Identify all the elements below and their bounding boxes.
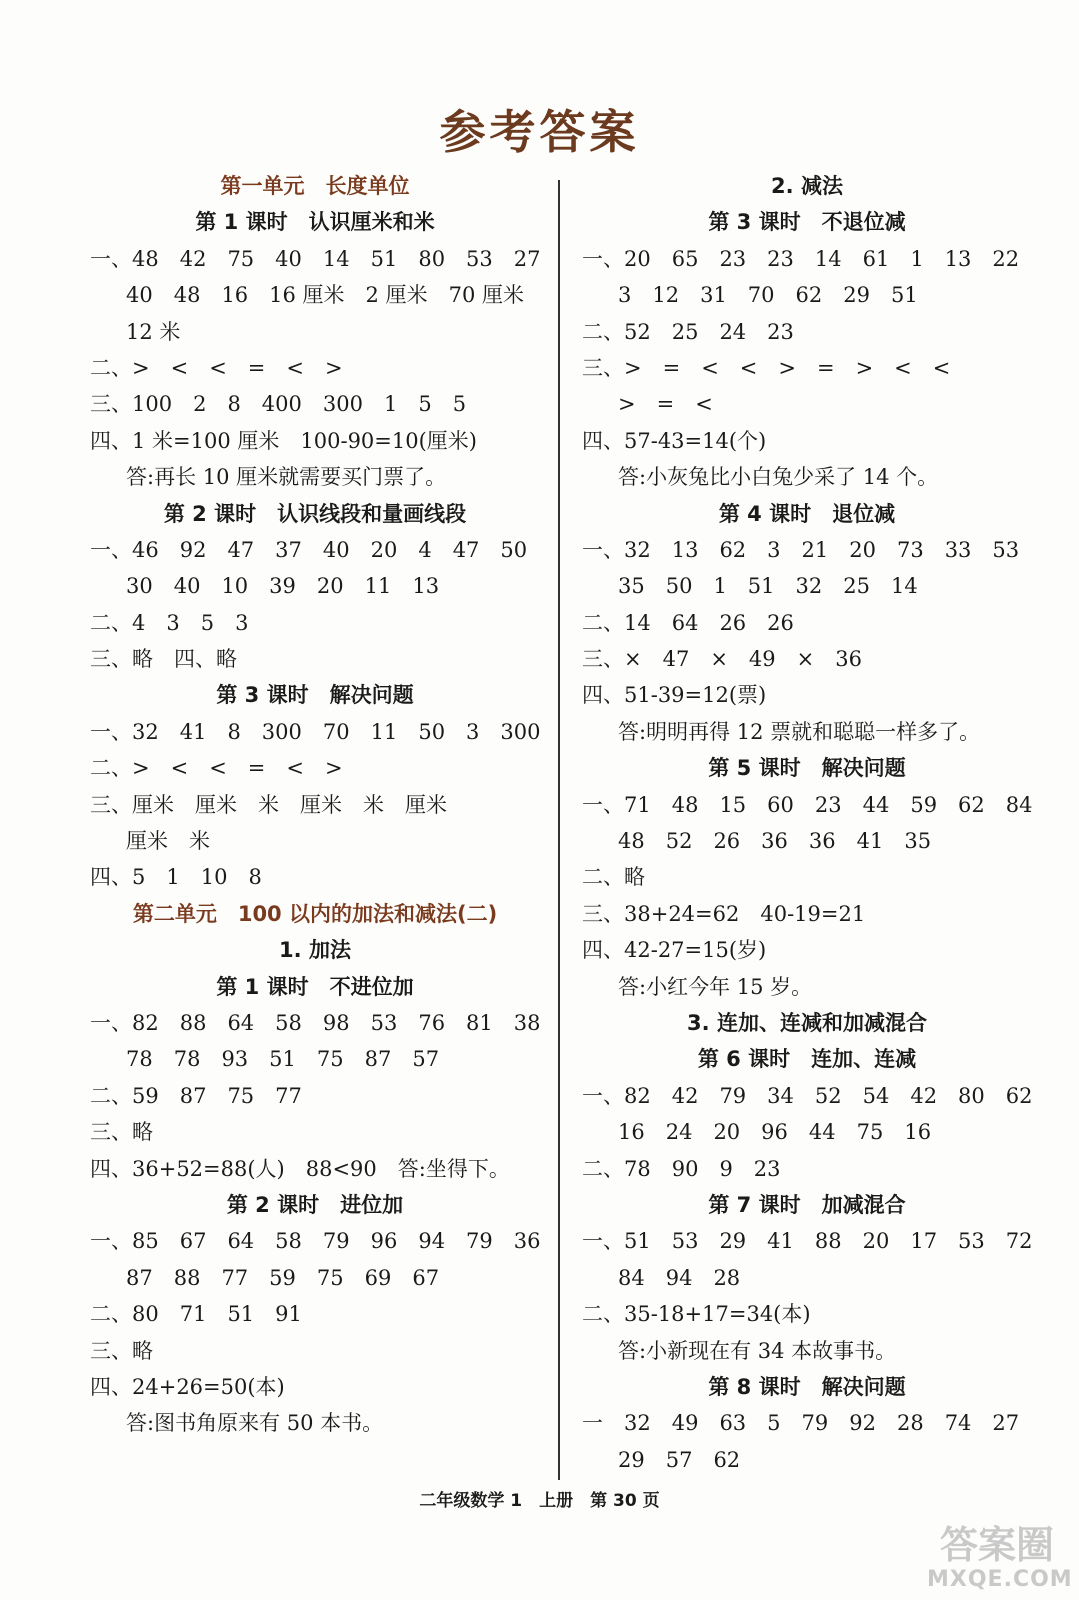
section-heading: 第 5 课时 解决问题 (708, 756, 906, 781)
answer-line: 二、80 71 51 91 (90, 1302, 302, 1327)
left-column (90, 168, 540, 1442)
answer-line: 答:再长 10 厘米就需要买门票了。 (126, 465, 447, 490)
answer-line: 35 50 1 51 32 25 14 (618, 574, 918, 599)
section-heading: 第 8 课时 解决问题 (708, 1374, 906, 1399)
section-heading: 第 7 课时 加减混合 (708, 1192, 906, 1217)
section-heading: 第 2 课时 进位加 (226, 1192, 404, 1217)
section-heading: 第 2 课时 认识线段和量画线段 (163, 501, 467, 526)
answer-line: 一、82 88 64 58 98 53 76 81 38 (90, 1010, 541, 1035)
section-heading: 第 6 课时 连加、连减 (697, 1047, 917, 1072)
answer-line: 78 78 93 51 75 87 57 (126, 1047, 440, 1072)
answer-line: 四、57-43=14(个) (582, 428, 767, 453)
answer-line: 二、> < < = < > (90, 756, 343, 781)
answer-line: 二、35-18+17=34(本) (582, 1302, 811, 1327)
answer-line: 四、24+26=50(本) (90, 1374, 285, 1399)
answer-line: 12 米 (126, 319, 181, 344)
answer-line: 87 88 77 59 75 69 67 (126, 1265, 440, 1290)
section-heading: 1. 加法 (279, 938, 351, 963)
watermark-site: MXQE.COM (927, 1567, 1073, 1592)
answer-line: 三、> = < < > = > < < (582, 355, 951, 380)
answer-line: 二、4 3 5 3 (90, 610, 249, 635)
answer-line: 四、36+52=88(人) 88<90 答:坐得下。 (90, 1156, 510, 1181)
section-heading: 第 3 课时 不退位减 (708, 210, 906, 235)
answer-line: 16 24 20 96 44 75 16 (618, 1120, 932, 1145)
answer-line: 三、38+24=62 40-19=21 (582, 901, 866, 926)
section-heading: 2. 减法 (771, 174, 843, 198)
answer-line: 一、32 41 8 300 70 11 50 3 300 (90, 719, 541, 744)
answer-line: 三、略 (90, 1338, 153, 1363)
answer-line: 二、78 90 9 23 (582, 1156, 781, 1181)
answer-line: 一、71 48 15 60 23 44 59 62 84 (582, 792, 1033, 817)
watermark-logo (927, 1523, 1073, 1592)
answer-line: 一、46 92 47 37 40 20 4 47 50 (90, 537, 528, 562)
answer-line: 三、厘米 厘米 米 厘米 米 厘米 (90, 792, 447, 817)
page-title: 参考答案 (439, 105, 640, 159)
column-divider (558, 180, 560, 1480)
answer-line: 四、5 1 10 8 (90, 865, 262, 890)
answer-line: 四、42-27=15(岁) (582, 938, 767, 963)
answer-line: 二、14 64 26 26 (582, 610, 794, 635)
answer-line: 四、1 米=100 厘米 100-90=10(厘米) (90, 428, 477, 453)
answer-line: 30 40 10 39 20 11 13 (126, 574, 440, 599)
answer-line: 84 94 28 (618, 1265, 741, 1290)
answer-line: 二、52 25 24 23 (582, 319, 794, 344)
answer-line: 一、82 42 79 34 52 54 42 80 62 (582, 1083, 1033, 1108)
section-heading: 第二单元 100 以内的加法和减法(二) (132, 901, 498, 926)
section-heading: 第 1 课时 认识厘米和米 (195, 210, 435, 235)
answer-line: 二、59 87 75 77 (90, 1083, 302, 1108)
section-heading: 第 4 课时 退位减 (718, 501, 896, 526)
answer-line: 答:图书角原来有 50 本书。 (126, 1411, 384, 1436)
answer-line: 二、略 (582, 865, 645, 890)
section-heading: 第 1 课时 不进位加 (216, 974, 414, 999)
answer-line: 40 48 16 16 厘米 2 厘米 70 厘米 (126, 283, 524, 308)
answer-line: 答:小灰兔比小白兔少采了 14 个。 (618, 465, 939, 490)
answer-line: 厘米 米 (126, 829, 210, 854)
answer-line: 答:明明再得 12 票就和聪聪一样多了。 (618, 719, 981, 744)
answer-line: 一、32 13 62 3 21 20 73 33 53 (582, 537, 1020, 562)
answer-line: 答:小新现在有 34 本故事书。 (618, 1338, 897, 1363)
answer-line: 四、51-39=12(票) (582, 683, 767, 708)
answer-line: 一、51 53 29 41 88 20 17 53 72 (582, 1229, 1033, 1254)
section-heading: 3. 连加、连减和加减混合 (687, 1010, 927, 1035)
answer-line: 三、× 47 × 49 × 36 (582, 647, 862, 672)
right-column (582, 168, 1032, 1478)
answer-line: 3 12 31 70 62 29 51 (618, 283, 918, 308)
answer-line: 三、略 (90, 1120, 153, 1145)
answer-line: 29 57 62 (618, 1447, 741, 1472)
answer-line: 三、略 四、略 (90, 647, 237, 672)
answer-line: 一、20 65 23 23 14 61 1 13 22 (582, 246, 1020, 271)
answer-line: 一、85 67 64 58 79 96 94 79 36 (90, 1229, 541, 1254)
answer-line: 答:小红今年 15 岁。 (618, 974, 813, 999)
answer-line: 一、48 42 75 40 14 51 80 53 27 (90, 246, 541, 271)
answer-line: > = < (618, 392, 713, 417)
watermark-text: 答案圈 (939, 1523, 1054, 1567)
section-heading: 第 3 课时 解决问题 (216, 683, 414, 708)
answer-line: 一 32 49 63 5 79 92 28 74 27 (582, 1411, 1020, 1436)
answer-line: 二、> < < = < > (90, 355, 343, 380)
page-footer: 二年级数学 1 上册 第 30 页 (419, 1491, 660, 1511)
section-heading: 第一单元 长度单位 (220, 174, 410, 198)
answer-line: 48 52 26 36 36 41 35 (618, 829, 932, 854)
answer-line: 三、100 2 8 400 300 1 5 5 (90, 392, 467, 417)
